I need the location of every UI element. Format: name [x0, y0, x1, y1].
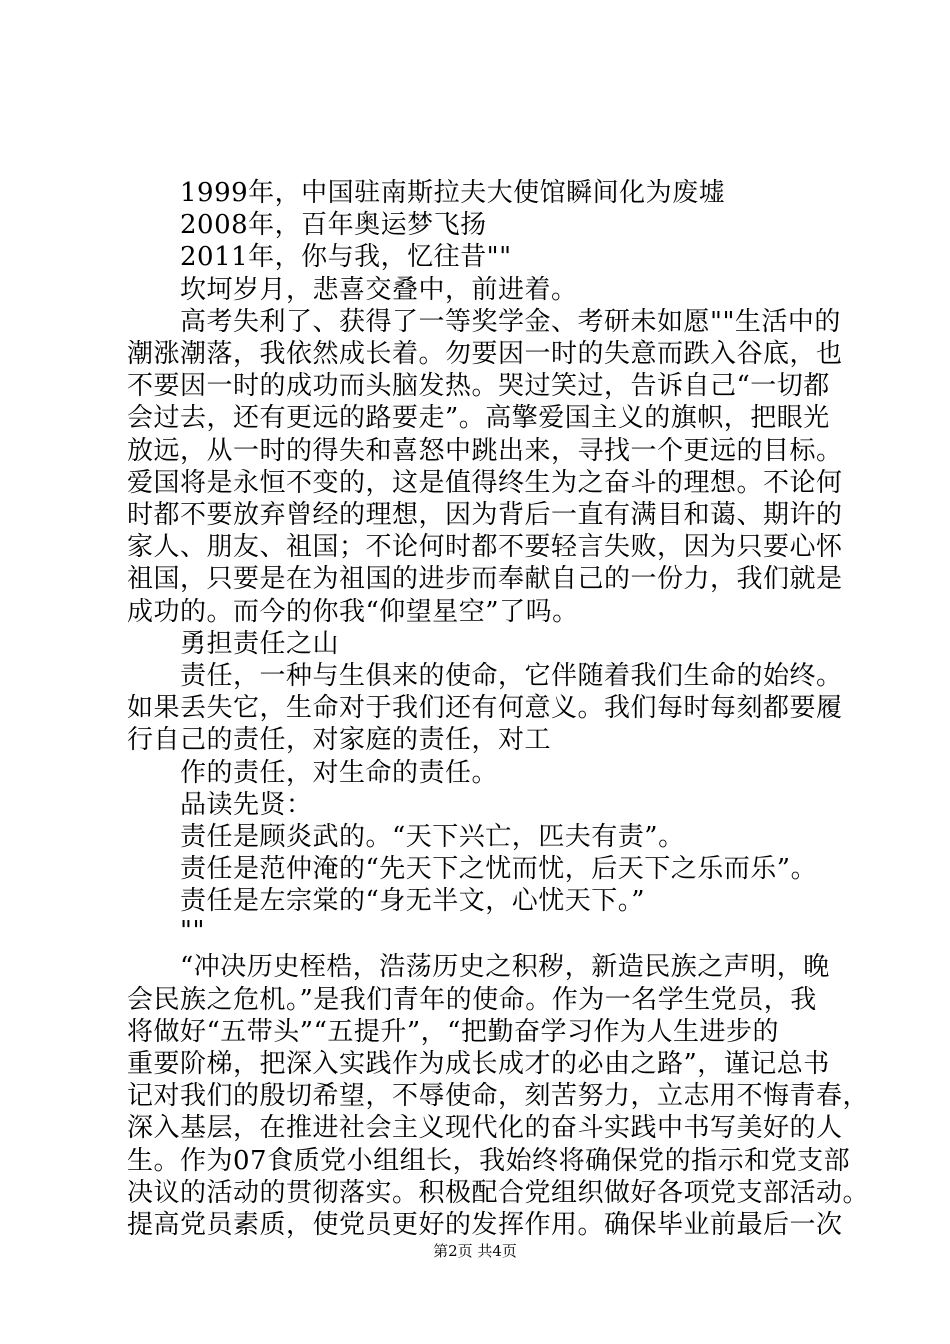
text-line: 高考失利了、获得了一等奖学金、考研未如愿""生活中的 — [180, 307, 841, 337]
text-line: 祖国，只要是在为祖国的进步而奉献自己的一份力，我们就是 — [127, 564, 843, 594]
text-line: “冲决历史桎梏，浩荡历史之积秽，新造民族之声明，晚 — [180, 952, 830, 982]
text-line: 深入基层，在推进社会主义现代化的奋斗实践中书写美好的人 — [127, 1113, 843, 1143]
section-heading: 勇担责任之山 — [180, 629, 340, 659]
page-number-footer: 第2页 共4页 — [433, 1242, 517, 1260]
text-line: 潮涨潮落，我依然成长着。勿要因一时的失意而跌入谷底，也 — [127, 339, 843, 369]
text-line: 会过去，还有更远的路要走”。高擎爱国主义的旗帜，把眼光 — [127, 403, 830, 433]
text-line: 2008年，百年奥运梦飞扬 — [180, 210, 487, 240]
text-line: 责任是顾炎武的。“天下兴亡，匹夫有责”。 — [180, 822, 685, 852]
text-line: 成功的。而今的你我“仰望星空”了吗。 — [127, 597, 579, 627]
text-line: 如果丢失它，生命对于我们还有何意义。我们每时每刻都要履 — [127, 693, 843, 723]
text-line: 爱国将是永恒不变的，这是值得终生为之奋斗的理想。不论何 — [127, 468, 843, 498]
text-line: 行自己的责任，对家庭的责任，对工 — [127, 725, 552, 755]
text-line: 将做好“五带头”“五提升”，“把勤奋学习作为人生进步的 — [127, 1017, 779, 1047]
text-line: 生。作为07食质党小组组长，我始终将确保党的指示和党支部 — [127, 1146, 851, 1176]
text-line: 决议的活动的贯彻落实。积极配合党组织做好各项党支部活动。 — [127, 1178, 870, 1208]
text-line: "" — [180, 916, 205, 946]
text-line: 1999年，中国驻南斯拉夫大使馆瞬间化为废墟 — [180, 178, 726, 208]
text-line: 责任是范仲淹的“先天下之忧而忧，后天下之乐而乐”。 — [180, 854, 818, 884]
text-line: 品读先贤： — [180, 790, 313, 820]
text-line: 不要因一时的成功而头脑发热。哭过笑过，告诉自己“一切都 — [127, 371, 830, 401]
text-line: 坎坷岁月，悲喜交叠中，前进着。 — [180, 275, 578, 305]
text-line: 放远，从一时的得失和喜怒中跳出来，寻找一个更远的目标。 — [127, 436, 843, 466]
text-line: 会民族之危机。”是我们青年的使命。作为一名学生党员，我 — [127, 985, 817, 1015]
text-line: 家人、朋友、祖国；不论何时都不要轻言失败，因为只要心怀 — [127, 532, 843, 562]
text-line: 责任是左宗棠的“身无半文，心忧天下。” — [180, 886, 646, 916]
text-line: 记对我们的殷切希望，不辱使命，刻苦努力，立志用不悔青春， — [127, 1081, 870, 1111]
text-line: 作的责任，对生命的责任。 — [180, 758, 499, 788]
text-line: 提高党员素质，使党员更好的发挥作用。确保毕业前最后一次 — [127, 1210, 843, 1240]
text-line: 重要阶梯，把深入实践作为成长成才的必由之路”，谨记总书 — [127, 1049, 830, 1079]
text-line: 责任，一种与生俱来的使命，它伴随着我们生命的始终。 — [180, 661, 843, 691]
text-line: 2011年，你与我，忆往昔"" — [180, 242, 512, 272]
text-line: 时都不要放弃曾经的理想，因为背后一直有满目和蔼、期许的 — [127, 500, 843, 530]
